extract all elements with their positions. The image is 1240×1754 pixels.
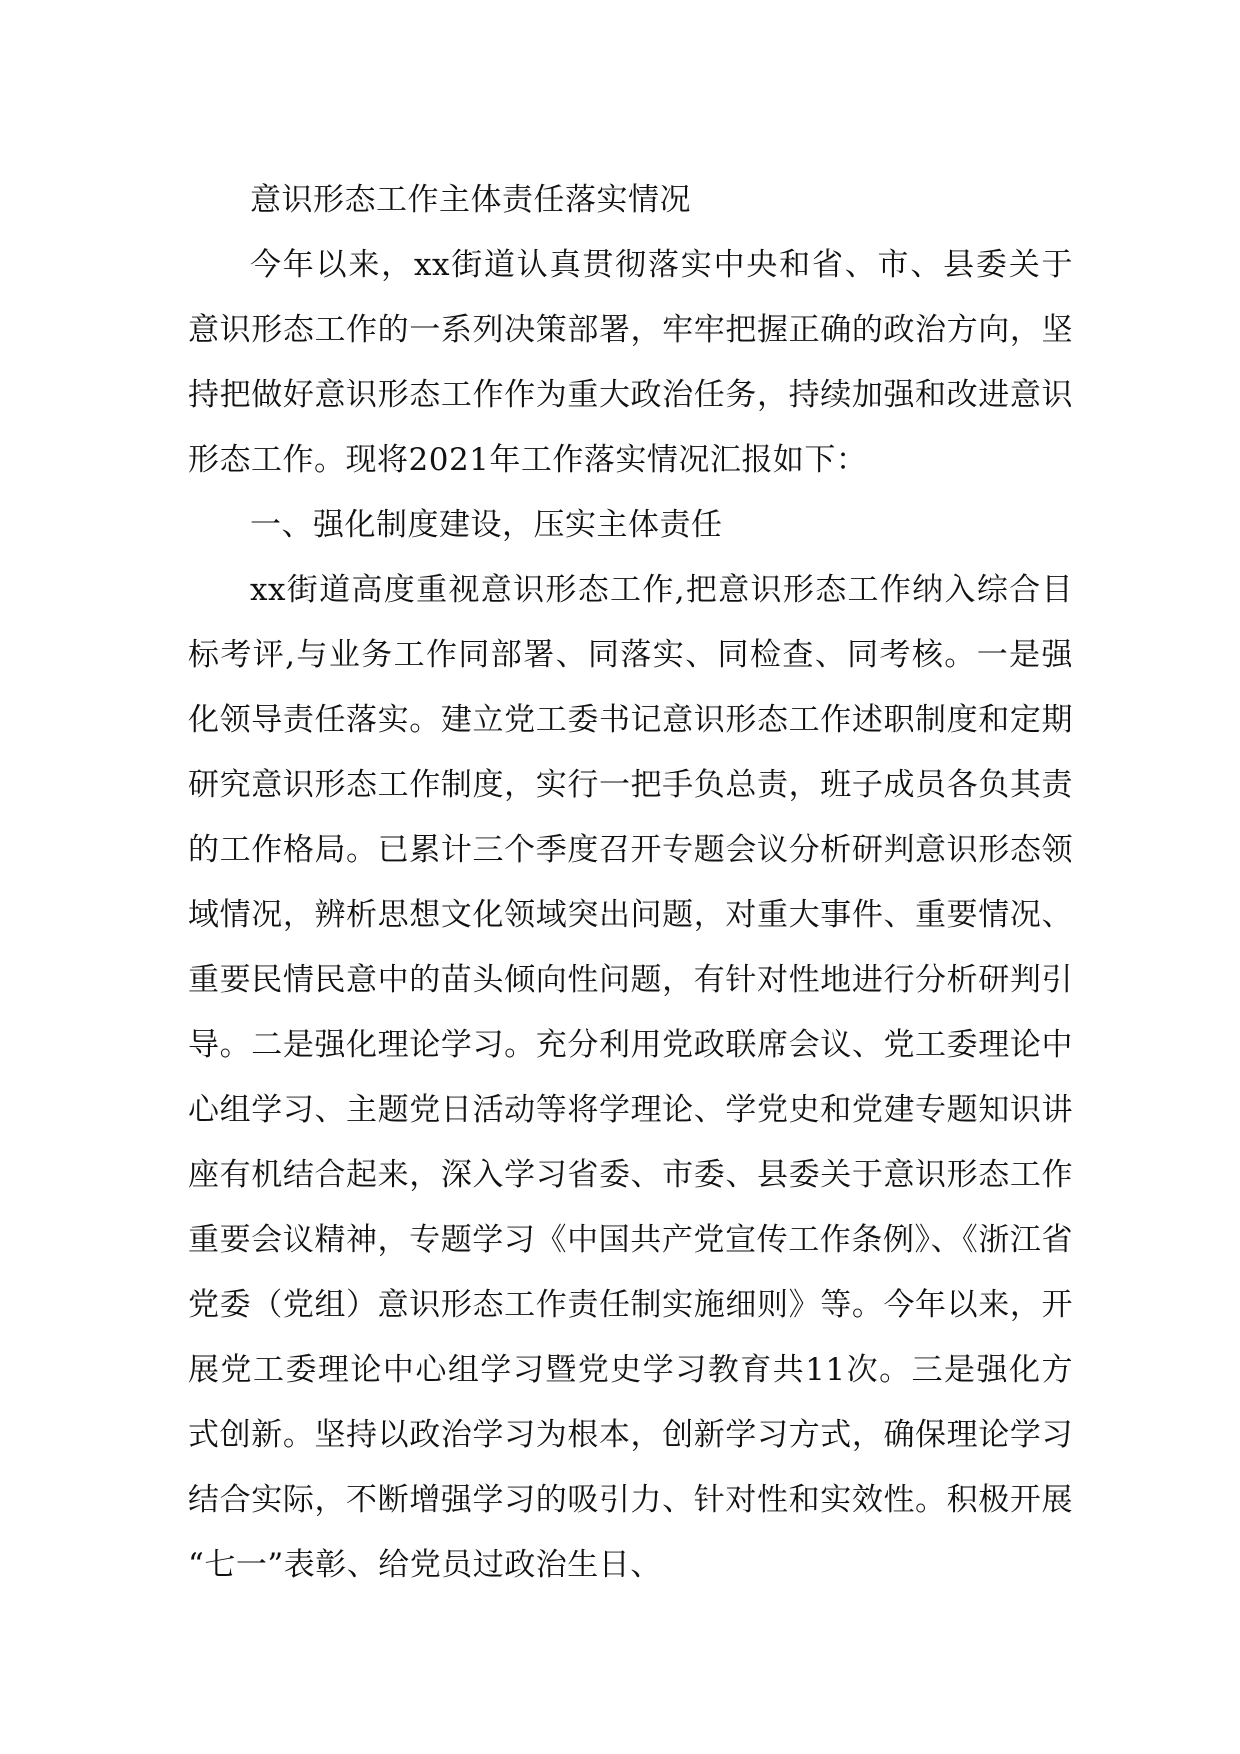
document-title: 意识形态工作主体责任落实情况 [250,182,691,218]
section-1-paragraph: xx街道高度重视意识形态工作,把意识形态工作纳入综合目标考评,与业务工作同部署、同落实、同检查、同考核。一是强化领导责任落实。建立党工委书记意识形态工作述职制度和定期研究意识形态工作制度，实行一把手负总责，班子成员各负其责的工作格局。已累计三个季度召开专题会议分析研判意识形态领域情况，辨析思想文化领域突出问题，对重大事件、重要情况、重要民情民意中的苗头倾向性问题，有针对性地进行分析研判引导。二是强化理论学习。充分利用党政联席会议、党工委理论中心组学习、主题党日活动等将学理论、学党史和党建专题知识讲座有机结合起来，深入学习省委、市委、县委关于意识形态工作重要会议精神，专题学习《中国共产党宣传工作条例》、《浙江省党委（党组）意识形态工作责任制实施细则》等。今年以来，开展党工委理论中心组学习暨党史学习教育共11次。三是强化方式创新。坚持以政治学习为根本，创新学习方式，确保理论学习结合实际，不断增强学习的吸引力、针对性和实效性。积极开展“七一”表彰、给党员过政治生日、 [188,572,1073,1583]
intro-paragraph: 今年以来，xx街道认真贯彻落实中央和省、市、县委关于意识形态工作的一系列决策部署，牢牢把握正确的政治方向，坚持把做好意识形态工作作为重大政治任务，持续加强和改进意识形态工作。现将2021年工作落实情况汇报如下： [188,247,1073,478]
document-body [188,168,1073,1598]
section-1-heading: 一、强化制度建设，压实主体责任 [250,507,723,543]
